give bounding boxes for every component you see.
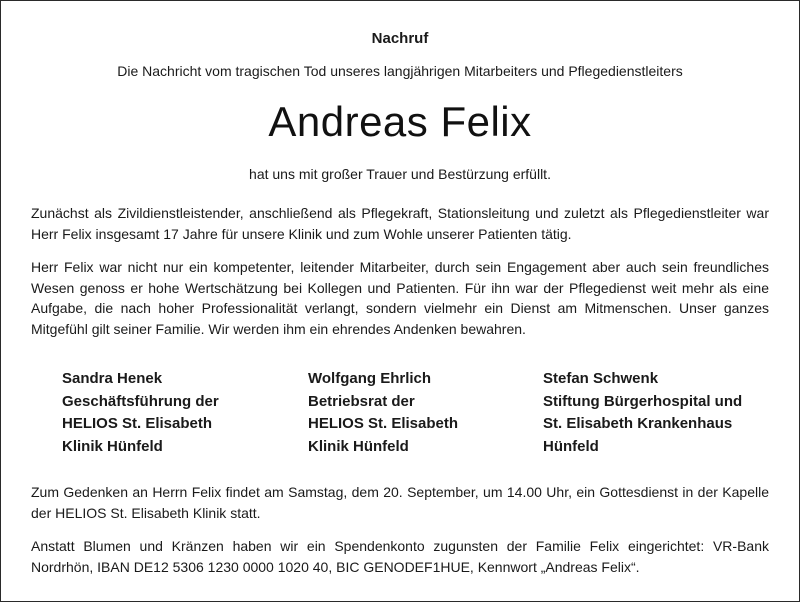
tribute-paragraph: Herr Felix war nicht nur ein kompetenter, leitender Mitarbeiter, durch sein Engagement aber auch sein freundliches Wesen genoss er hohe Wertschätzung bei Kollegen und Patienten. Für ihn war der Pflegedienst weit mehr als eine Aufgabe, die nach hoher Professionalität verlangt, sondern vielmehr ein Dienst am Mitmenschen. Unser ganzes Mitgefühl gilt seiner Familie. Wir werden ihm ein ehrendes Andenken bewahren. [31, 259, 769, 337]
signature-line: Hünfeld [543, 437, 599, 455]
signature-line: Wolfgang Ehrlich [308, 370, 432, 387]
memorial-service-paragraph: Zum Gedenken an Herrn Felix findet am Samstag, dem 20. September, um 14.00 Uhr, ein Gottesdienst in der Kapelle der HELIOS St. Elisabeth Klinik statt. [31, 484, 769, 521]
signature-line: Sandra Henek [62, 370, 163, 387]
intro-line: Die Nachricht vom tragischen Tod unseres langjährigen Mitarbeiters und Pflegedienstleiters [117, 63, 683, 79]
signature-line: Stefan Schwenk [543, 370, 659, 387]
deceased-name: Andreas Felix [268, 98, 532, 145]
donation-paragraph: Anstatt Blumen und Kränzen haben wir ein Spendenkonto zugunsten der Familie Felix eingerichtet: VR-Bank Nordrhön, IBAN DE12 5306 1230 0000 1020 40, BIC GENODEF1HUE, Kennwort „Andreas Felix“. [31, 538, 769, 575]
condolence-line: hat uns mit großer Trauer und Bestürzung erfüllt. [249, 166, 551, 182]
signature-block-foundation [543, 368, 742, 458]
signature-line: Betriebsrat der [308, 392, 415, 410]
signature-line: HELIOS St. Elisabeth [308, 415, 459, 432]
signature-line: Klinik Hünfeld [308, 437, 409, 455]
signature-line: Geschäftsführung der [62, 392, 219, 410]
notice-heading: Nachruf [371, 30, 429, 47]
career-paragraph: Zunächst als Zivildienstleistender, anschließend als Pflegekraft, Stationsleitung und zuletzt als Pflegedienstleiter war Herr Felix insgesamt 17 Jahre für unsere Klinik und zum Wohle unserer Patienten tätig. [31, 205, 769, 242]
signature-block-works-council [308, 368, 458, 458]
signature-line: Klinik Hünfeld [62, 437, 163, 455]
signature-line: Stiftung Bürgerhospital und [543, 392, 743, 410]
signature-block-management [62, 368, 219, 458]
signature-line: HELIOS St. Elisabeth [62, 415, 213, 432]
signature-line: St. Elisabeth Krankenhaus [543, 415, 733, 432]
